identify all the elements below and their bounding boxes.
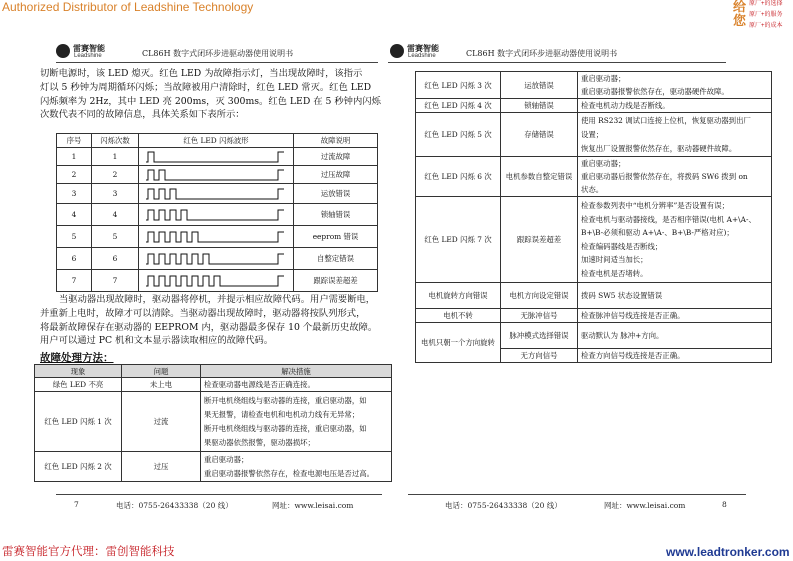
table-header-row [35, 365, 392, 378]
col-header: 闪烁次数 [92, 134, 139, 148]
cell-count: 2 [92, 166, 139, 184]
cell-wave [139, 270, 294, 292]
cell-no: 2 [57, 166, 92, 184]
cell-problem: 过流 [122, 392, 201, 452]
solution-line: 检查电机是否堵转。 [581, 268, 648, 278]
cell-desc: 锁轴错误 [294, 204, 378, 226]
waveform-path [146, 210, 284, 220]
cell-phenomenon: 电机只朝一个方向旋转 [416, 323, 501, 363]
cell-problem: 无脉冲信号 [501, 309, 578, 323]
cell-solution [578, 157, 772, 197]
cell-count: 7 [92, 270, 139, 292]
solution-line: B+\B-必须和驱动 A+\A-、B+\B-严格对应)； [581, 228, 734, 237]
right-footer-phone: 电话：0755-26433338（20 线） [445, 501, 562, 510]
cell-solution [578, 309, 772, 323]
left-footer-web: 网址：www.leisai.com [272, 501, 354, 510]
cell-desc: 过压故障 [294, 166, 378, 184]
table-row [35, 378, 392, 392]
cell-phenomenon: 红色 LED 闪烁 7 次 [416, 197, 501, 283]
cell-wave [139, 248, 294, 270]
table-row [416, 99, 772, 113]
solution-line: 检查电机与驱动器接线，是否相序错误(电机 A+\A-、 [581, 214, 756, 224]
para-line: 切断电源时，该 LED 熄灭。红色 LED 为故障指示灯，当出现故障时，该指示 [40, 68, 363, 79]
solution-line: 使用 RS232 调试口连接上位机，恢复驱动器到出厂 [581, 115, 751, 125]
cell-desc: 自整定错误 [294, 248, 378, 270]
brand-line-1: 原厂+的选择 [749, 1, 783, 7]
table-row [35, 452, 392, 482]
solution-line: 检查方向信号线连接是否正确。 [581, 351, 685, 360]
table-row [416, 197, 772, 283]
cell-count: 6 [92, 248, 139, 270]
solution-line: 加速时间适当加长； [581, 255, 648, 264]
cell-problem: 运放错误 [501, 72, 578, 99]
cell-no: 3 [57, 184, 92, 204]
cell-problem: 电机方向设定错误 [501, 283, 578, 309]
cell-solution [578, 99, 772, 113]
cell-problem: 脉冲模式选择错误 [501, 323, 578, 349]
cell-solution [201, 378, 392, 392]
cell-no: 6 [57, 248, 92, 270]
col-header: 序号 [57, 134, 92, 148]
cell-no: 1 [57, 148, 92, 166]
table-row [57, 270, 378, 292]
fault-handling-table [34, 364, 392, 482]
cell-solution [201, 392, 392, 452]
para-line: 用户可以通过 PC 机和文本显示器读取相应的故障代码。 [40, 335, 274, 347]
cell-wave [139, 226, 294, 248]
left-fault-paragraph [40, 293, 385, 348]
cell-phenomenon: 红色 LED 闪烁 1 次 [35, 392, 122, 452]
brand-line-3: 原厂+的成本 [749, 23, 783, 29]
blink-waveform [146, 187, 286, 201]
solution-line: 果驱动器依然报警，驱动器损坏； [204, 437, 315, 447]
solution-line: 状态。 [581, 185, 604, 194]
right-page-number: 8 [722, 500, 727, 509]
solution-line: 检查脉冲信号线连接是否正确。 [581, 311, 685, 320]
para-line: 当驱动器出现故障时，驱动器将停机，并提示相应故障代码。用户需要断电， [59, 294, 376, 305]
solution-line: 驱动默认为 脉冲+方向。 [581, 331, 664, 340]
cell-solution [578, 349, 772, 363]
solution-line: 恢复出厂设置报警依然存在，驱动器硬件故障。 [581, 143, 737, 153]
cell-wave [139, 204, 294, 226]
leadshine-logo-mark [56, 44, 70, 58]
cell-solution [578, 283, 772, 309]
solution-line: 重启驱动器后报警依然存在，将拨码 SW6 拨到 on [581, 172, 748, 181]
left-footer-rule [56, 494, 382, 495]
leadshine-logo-right [390, 40, 460, 64]
table-row [416, 323, 772, 349]
logo-cn: 雷赛智能 [407, 44, 439, 53]
cell-count: 3 [92, 184, 139, 204]
waveform-path [146, 254, 284, 264]
waveform-path [146, 170, 284, 180]
solution-line: 重启驱动器； [581, 74, 626, 83]
cell-wave [139, 166, 294, 184]
solution-line: 断开电机绕组线与驱动器的连接，重启驱动器，如 [204, 423, 367, 433]
solution-line: 设置； [581, 129, 604, 139]
cell-desc: 过流故障 [294, 148, 378, 166]
col-header: 现象 [35, 365, 122, 378]
table-row [57, 248, 378, 270]
cell-solution [578, 323, 772, 349]
cell-count: 5 [92, 226, 139, 248]
solution-line: 重启驱动器报警依然存在，检查电源电压是否过高。 [204, 468, 374, 478]
solution-line: 重启驱动器； [581, 159, 626, 168]
right-footer-web: 网址：www.leisai.com [604, 501, 686, 510]
cell-count: 4 [92, 204, 139, 226]
blink-waveform [146, 252, 286, 266]
cell-wave [139, 184, 294, 204]
cell-problem: 锁轴错误 [501, 99, 578, 113]
table-row [57, 184, 378, 204]
table-row [57, 148, 378, 166]
col-header: 故障说明 [294, 134, 378, 148]
cell-phenomenon: 绿色 LED 不亮 [35, 378, 122, 392]
cell-problem: 电机参数自整定错误 [501, 157, 578, 197]
leadshine-logo-mark [390, 44, 404, 58]
cell-problem: 无方向信号 [501, 349, 578, 363]
table-row [416, 113, 772, 157]
table-row [416, 72, 772, 99]
cell-problem: 未上电 [122, 378, 201, 392]
fault-handling-table-continued [415, 71, 772, 363]
solution-line: 拨码 SW5 状态设置错误 [581, 291, 663, 300]
table-row [57, 226, 378, 248]
table-row [416, 157, 772, 197]
cell-desc: 跟踪误差超差 [294, 270, 378, 292]
fault-handling-heading: 故障处理方法： [40, 352, 114, 364]
col-header: 解决措施 [201, 365, 392, 378]
solution-line: 重启驱动器报警依然存在，驱动器硬件故障。 [581, 87, 729, 96]
cell-desc: eeprom 错误 [294, 226, 378, 248]
solution-line: 重启驱动器； [204, 454, 249, 464]
logo-en: Leadshine [74, 53, 102, 59]
brand-slogan-main: 给您 [733, 0, 747, 28]
cell-solution [201, 452, 392, 482]
table-row [416, 283, 772, 309]
cell-phenomenon: 红色 LED 闪烁 6 次 [416, 157, 501, 197]
distributor-website-link[interactable]: www.leadtronker.com [666, 545, 790, 559]
cell-wave [139, 148, 294, 166]
blink-waveform [146, 150, 286, 164]
cell-solution [578, 72, 772, 99]
cell-solution [578, 197, 772, 283]
blink-waveform [146, 230, 286, 244]
cell-count: 1 [92, 148, 139, 166]
cell-phenomenon: 电机旋转方向错误 [416, 283, 501, 309]
cell-phenomenon: 红色 LED 闪烁 2 次 [35, 452, 122, 482]
official-agent-label: 雷赛智能官方代理：雷创智能科技 [2, 544, 175, 558]
right-footer-rule [408, 494, 746, 495]
para-line: 次数代表不同的故障信息，具体关系如下表所示： [40, 109, 245, 121]
cell-phenomenon: 红色 LED 闪烁 3 次 [416, 72, 501, 99]
left-doc-title: CL86H 数字式闭环步进驱动器使用说明书 [142, 49, 294, 58]
waveform-path [146, 232, 284, 242]
solution-line: 检查参数列表中“电机分辨率”是否设置有误； [581, 201, 729, 210]
cell-phenomenon: 电机不转 [416, 309, 501, 323]
left-footer-phone: 电话：0755-26433338（20 线） [116, 501, 233, 510]
table-header-row [57, 134, 378, 148]
right-doc-title: CL86H 数字式闭环步进驱动器使用说明书 [466, 49, 618, 58]
blink-waveform [146, 274, 286, 288]
cell-no: 4 [57, 204, 92, 226]
waveform-path [146, 276, 284, 286]
cell-solution [578, 113, 772, 157]
left-intro-paragraph [40, 67, 385, 122]
logo-en: Leadshine [408, 53, 436, 59]
cell-problem: 过压 [122, 452, 201, 482]
distributor-banner: Authorized Distributor of Leadshine Technology [2, 0, 254, 14]
brand-line-2: 原厂+的服务 [749, 12, 783, 18]
waveform-path [146, 152, 284, 162]
solution-line: 断开电机绕组线与驱动器的连接，重启驱动器，如 [204, 395, 367, 405]
right-header-rule [388, 62, 726, 63]
leadshine-logo-left [56, 40, 126, 64]
col-header: 问题 [122, 365, 201, 378]
para-line: 并重新上电时，故障才可以清除。当驱动器出现故障时，驱动器将按队列形式， [40, 307, 366, 319]
cell-phenomenon: 红色 LED 闪烁 4 次 [416, 99, 501, 113]
cell-phenomenon: 红色 LED 闪烁 5 次 [416, 113, 501, 157]
col-header: 红色 LED 闪烁波形 [139, 134, 294, 148]
waveform-path [146, 189, 284, 199]
table-row [416, 309, 772, 323]
cell-problem: 跟踪误差超差 [501, 197, 578, 283]
solution-line: 检查编码器线是否断线； [581, 241, 663, 251]
para-line: 将最新故障保存在驱动器的 EEPROM 内，驱动器最多保存 10 个最新历史故障。 [40, 321, 378, 333]
table-row [35, 392, 392, 452]
cell-no: 5 [57, 226, 92, 248]
solution-line: 检查驱动器电源线是否正确连接。 [204, 380, 315, 389]
led-blink-table [56, 133, 378, 292]
solution-line: 检查电机动力线是否断线。 [581, 101, 670, 110]
logo-cn: 雷赛智能 [73, 44, 105, 53]
solution-line: 果无报警，请检查电机和电机动力线有无异常； [204, 409, 360, 419]
cell-desc: 运放错误 [294, 184, 378, 204]
blink-waveform [146, 168, 286, 182]
table-row [57, 166, 378, 184]
table-row [57, 204, 378, 226]
cell-no: 7 [57, 270, 92, 292]
left-header-rule [56, 62, 378, 63]
cell-problem: 存储错误 [501, 113, 578, 157]
para-line: 闪烁频率为 2Hz，其中 LED 亮 200ms，灭 300ms。红色 LED 在 5 秒钟内闪烁 [40, 95, 381, 107]
left-page-number: 7 [74, 500, 79, 509]
para-line: 灯以 5 秒钟为周期循环闪烁；当故障被用户清除时，红色 LED 常灭。红色 LED [40, 81, 372, 93]
brand-slogan [733, 0, 793, 40]
blink-waveform [146, 208, 286, 222]
